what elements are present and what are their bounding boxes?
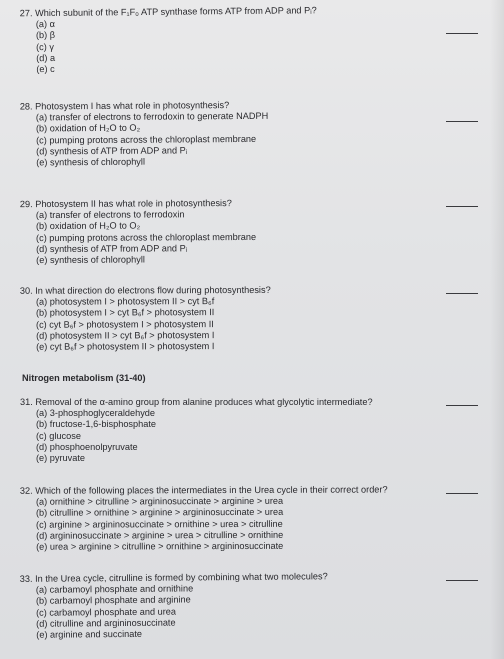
answer-option: (e) synthesis of chlorophyll [36,156,145,168]
answer-option: (c) glucose [36,430,81,441]
answer-blank[interactable] [446,580,478,581]
answer-blank[interactable] [446,405,478,406]
question-27 [20,4,461,76]
answer-option: (b) oxidation of H₂O to O₂ [35,220,141,232]
answer-option: (a) α [35,18,55,30]
answer-option: (d) argininosuccinate > arginine > urea > citrulline > ornithine [36,529,284,541]
answer-option: (d) synthesis of ATP from ADP and Pᵢ [36,145,188,157]
answer-option: (c) pumping protons across the chloroplast membrane [36,133,257,146]
answer-blank[interactable] [446,121,478,122]
answer-option: (e) arginine and succinate [36,629,143,640]
answer-option: (d) synthesis of ATP from ADP and Pᵢ [36,243,188,254]
answer-option: (e) cyt B₆f > photosystem II > photosystem I [36,341,215,352]
answer-blank[interactable] [446,33,478,34]
answer-option: (e) pyruvate [36,453,86,464]
answer-option: (a) photosystem I > photosystem II > cyt B₆f [35,296,215,307]
answer-option: (e) urea > arginine > citrulline > ornithine > argininosuccinate [36,541,284,552]
question-stem: 27. Which subunit of the F₁F₀ ATP synthase forms ATP from ADP and Pᵢ? [19,5,317,19]
answer-option: (d) citrulline and argininosuccinate [36,617,176,629]
section-heading: Nitrogen metabolism (31-40) [22,373,146,383]
answer-option: (e) c [36,64,55,75]
answer-option: (a) transfer of electrons to ferrodoxin to generate NADPH [35,110,269,123]
answer-option: (d) phosphoenolpyruvate [36,441,138,452]
answer-option: (b) β [35,30,56,41]
question-29 [20,197,460,267]
answer-option: (a) carbamoyl phosphate and ornithine [35,583,194,595]
answer-option: (a) ornithine > citrulline > argininosuccinate > arginine > urea [35,495,284,507]
answer-option: (b) fructose-1,6-bisphosphate [36,419,157,430]
answer-option: (d) a [36,52,56,64]
question-31 [20,397,460,464]
answer-option: (c) arginine > argininosuccinate > ornithine > urea > citrulline [36,518,283,530]
answer-blank[interactable] [446,206,478,207]
answer-option: (c) carbamoyl phosphate and urea [36,606,177,618]
question-stem: 28. Photosystem I has what role in photosynthesis? [19,100,230,112]
answer-option: (b) citrulline > ornithine > arginine > argininosuccinate > urea [35,507,284,519]
answer-option: (c) γ [36,41,54,52]
answer-option: (a) 3-phosphoglyceraldehyde [36,408,156,418]
page-edge-shadow [490,0,504,659]
answer-option: (b) oxidation of H₂O to O₂ [35,122,141,134]
answer-blank[interactable] [446,293,478,294]
question-stem: 29. Photosystem II has what role in photosynthesis? [19,198,232,210]
question-stem: 33. In the Urea cycle, citrulline is formed by combining what two molecules? [19,571,328,584]
answer-option: (c) cyt B₆f > photosystem I > photosystem II [36,318,214,330]
question-33 [20,570,461,641]
answer-option: (c) pumping protons across the chloroplast membrane [36,231,257,243]
question-28 [20,98,460,169]
question-32 [20,484,460,553]
question-stem: 31. Removal of the α-amino group from alanine produces what glycolytic intermediate? [20,397,373,407]
answer-option: (b) carbamoyl phosphate and arginine [35,594,191,607]
answer-option: (e) synthesis of chlorophyll [36,254,145,266]
answer-option: (d) photosystem II > cyt B₆f > photosystem I [36,329,215,341]
question-stem: 32. Which of the following places the intermediates in the Urea cycle in their correct order? [19,484,388,496]
question-stem: 30. In what direction do electrons flow during photosynthesis? [19,284,271,296]
answer-option: (b) photosystem I > cyt B₆f > photosystem II [35,307,215,319]
answer-blank[interactable] [446,493,478,494]
answer-option: (a) transfer of electrons to ferrodoxin [35,209,185,221]
question-30 [20,284,460,353]
